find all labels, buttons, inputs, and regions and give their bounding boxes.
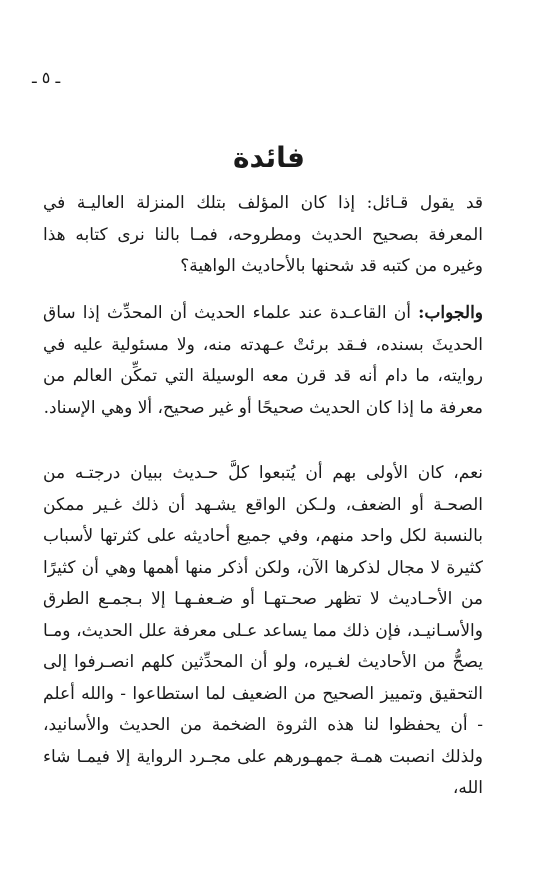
page-number: ـ ٥ ـ (32, 68, 61, 87)
paragraph-question-text: قد يقول قـائل: إذا كان المؤلف بتلك المنزلة العاليـة في المعرفة بصحيح الحديث ومطروحه، فمـا بالنا نرى كتابه هذا وغيره من كتبه قد شحنها بالأحاديث الواهية؟ (43, 193, 483, 276)
paragraph-explanation-text: نعم، كان الأولى بهم أن يُتبعوا كلَّ حـديث ببيان درجتـه من الصحـة أو الضعف، ولـكن الواقع يشـهد أن ذلك غـير ممكن بالنسبة لكل واحد منهم، وفي جميع أحاديثه على كثرتها لأسباب كثيرة لا مجال لذكرها الآن، ولكن أذكر منها أهمها وهي أن كثيرًا من الأحـاديث لا تظهر صحـتهـا أو ضـعفـهـا إلا بـجمـع الطرق والأسـانيـد، فإن ذلك مما يساعد عـلى معرفة علل الحديث، ومـا يصحُّ من الأحاديث لغـيره، ولو أن المحدِّثين كلهم انصـرفوا إلى التحقيق وتمييز الصحيح من الضعيف لما استطاعوا - والله أعلم - أن يحفظوا لنا هذه الثروة الضخمة من الحديث والأسانيد، ولذلك انصبت همـة جمهـورهم على مجـرد الرواية إلا فيمـا شاء الله، (43, 463, 483, 798)
paragraph-answer (43, 298, 483, 424)
paragraph-answer-text: أن القاعـدة عند علماء الحديث أن المحدِّث إذا ساق الحديثَ بسنده، فـقد برئتْ عـهدته منه، ولا مسئولية عليه في روايته، ما دام أنه قد قرن معه الوسيلة التي تمكِّن العالم من معرفة ما إذا كان الحديث صحيحًا أو غير صحيح، ألا وهي الإسناد. (43, 303, 483, 418)
section-heading: فائدة (232, 141, 306, 174)
paragraph-question (43, 188, 483, 283)
answer-lead-word: والجواب: (418, 303, 483, 323)
paragraph-explanation (43, 458, 483, 805)
